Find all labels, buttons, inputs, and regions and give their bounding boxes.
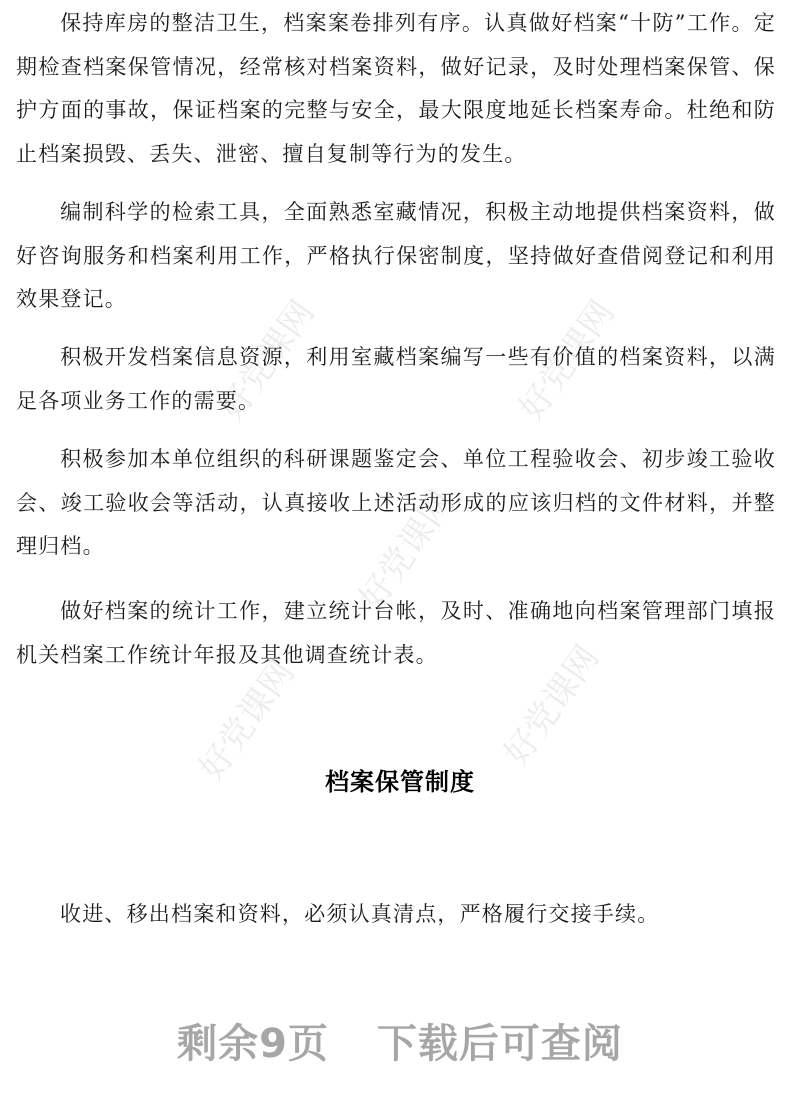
paragraph: [16, 590, 776, 677]
watermark: 好党课网: [191, 653, 303, 788]
remaining-pages-label: 剩余9页: [177, 1021, 329, 1067]
watermark: 好党课网: [511, 293, 623, 428]
download-prompt-button[interactable]: [0, 1012, 800, 1069]
paragraph-text: 收进、移出档案和资料，必须认真清点，严格履行交接手续。: [60, 902, 660, 926]
paragraph-text: 积极参加本单位组织的科研课题鉴定会、单位工程验收会、初步竣工验收会、竣工验收会等活动，认真接收上述活动形成的应该归档的文件材料，并整理归档。: [16, 447, 776, 558]
paragraph: [16, 2, 776, 176]
watermark: 好党课网: [496, 638, 608, 773]
watermark: 好党课网: [351, 483, 463, 618]
paragraph: [16, 336, 776, 423]
paragraph: [16, 191, 776, 322]
section-heading: 档案保管制度: [325, 767, 475, 796]
paragraph: [16, 893, 776, 937]
paragraph: [16, 438, 776, 569]
paragraph-text: 做好档案的统计工作，建立统计台帐，及时、准确地向档案管理部门填报机关档案工作统计年报及其他调查统计表。: [16, 599, 776, 667]
paragraph-text: 编制科学的检索工具，全面熟悉室藏情况，积极主动地提供档案资料，做好咨询服务和档案利用工作，严格执行保密制度，坚持做好查借阅登记和利用效果登记。: [16, 200, 776, 311]
paragraph-text: 积极开发档案信息资源，利用室藏档案编写一些有价值的档案资料，以满足各项业务工作的需要。: [16, 345, 776, 413]
watermark: 好党课网: [211, 293, 323, 428]
paragraph-text: 保持库房的整洁卫生，档案案卷排列有序。认真做好档案“十防”工作。定期检查档案保管情况，经常核对档案资料，做好记录，及时处理档案保管、保护方面的事故，保证档案的完整与安全，最大限度地延长档案寿命。杜绝和防止档案损毁、丢失、泄密、擅自复制等行为的发生。: [16, 11, 776, 166]
download-to-view-label: 下载后可查阅: [376, 1021, 623, 1067]
